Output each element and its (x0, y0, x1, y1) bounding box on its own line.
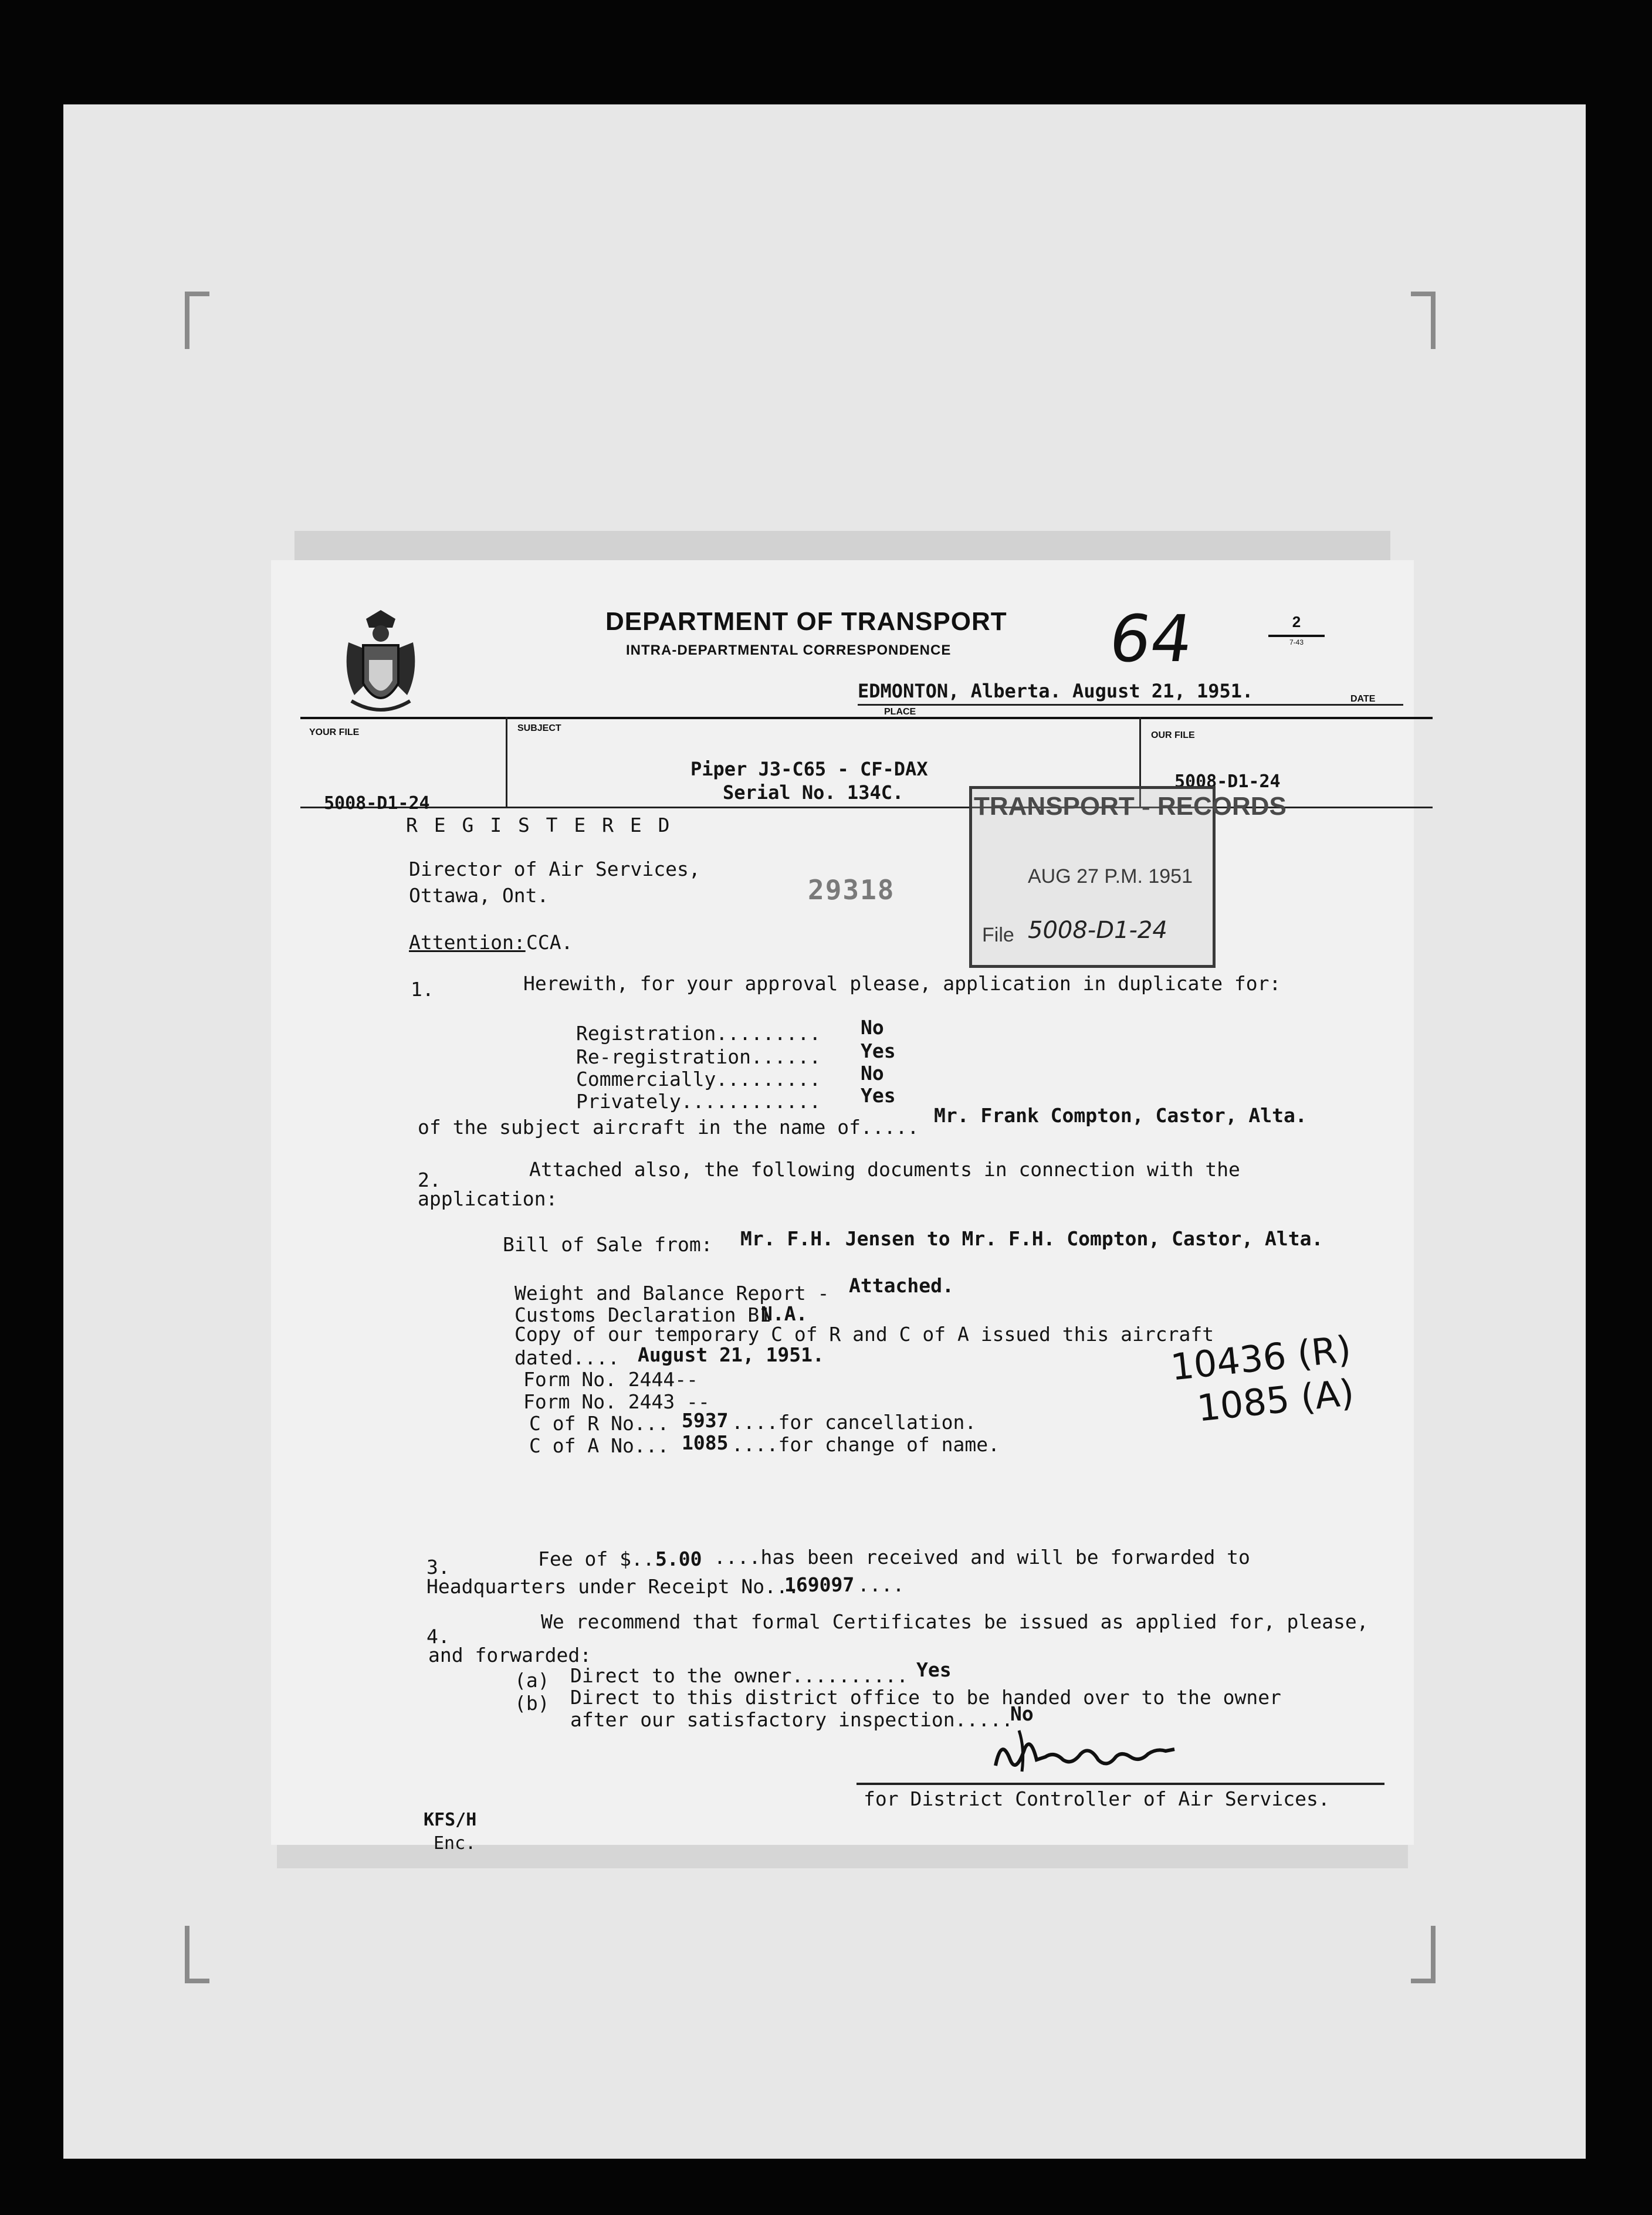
cofr-purpose: ....for cancellation. (732, 1411, 977, 1434)
handwritten-page-number: 64 (1105, 601, 1197, 676)
handwritten-airworthiness-note: 1085 (A) (1195, 1370, 1356, 1430)
department-title: DEPARTMENT OF TRANSPORT (605, 607, 1007, 636)
date-label: DATE (1350, 694, 1376, 704)
signature (990, 1725, 1177, 1777)
option-privately: Privately............ (576, 1090, 821, 1113)
bill-of-sale-label: Bill of Sale from: (503, 1233, 713, 1256)
option-privately-value: Yes (861, 1084, 896, 1107)
fee-text: ....has been received and will be forwarded to (714, 1546, 1250, 1569)
addressee-line-2: Ottawa, Ont. (409, 884, 549, 907)
cofa-number: 1085 (682, 1431, 729, 1454)
our-file-number: 5008-D1-24 (1174, 771, 1281, 792)
subject-serial: Serial No. 134C. (723, 781, 904, 804)
coat-of-arms-icon (337, 607, 425, 719)
attention-value: CCA. (526, 931, 573, 954)
weight-balance-label: Weight and Balance Report - (514, 1282, 830, 1305)
header-grid-top (300, 717, 1433, 719)
paragraph-2-number: 2. (418, 1169, 441, 1191)
stamp-date: AUG 27 P.M. 1951 (1028, 865, 1193, 888)
receipt-label: Headquarters under Receipt No... (426, 1575, 800, 1598)
option-a-label: (a) (514, 1669, 550, 1692)
form-number: 2 (1292, 613, 1301, 631)
registry-number: 29318 (808, 874, 895, 906)
cofr-number: 5937 (682, 1409, 729, 1432)
option-a-text: Direct to the owner.......... (570, 1664, 909, 1687)
option-commercially-value: No (861, 1062, 884, 1085)
paragraph-1-tail: of the subject aircraft in the name of..... (418, 1116, 919, 1139)
addressee-line-1: Director of Air Services, (409, 858, 700, 880)
option-b-value: No (1010, 1702, 1034, 1725)
dated-value: August 21, 1951. (638, 1343, 824, 1366)
bill-of-sale-parties: Mr. F.H. Jensen to Mr. F.H. Compton, Castor, Alta. (740, 1227, 1323, 1250)
form-2444: Form No. 2444-- (523, 1368, 699, 1391)
registered-mark: R E G I S T E R E D (406, 814, 672, 836)
aircraft-owner: Mr. Frank Compton, Castor, Alta. (934, 1104, 1307, 1127)
option-commercially: Commercially......... (576, 1068, 821, 1090)
stamp-file-label: File (982, 924, 1014, 946)
your-file-number: 5008-D1-24 (324, 793, 430, 814)
weight-balance-value: Attached. (849, 1274, 954, 1297)
paragraph-2-text-2: application: (418, 1187, 558, 1210)
crop-mark-bottom-left (185, 1926, 209, 1983)
signature-caption: for District Controller of Air Services. (864, 1787, 1330, 1810)
receipt-dots: .... (858, 1573, 905, 1596)
temporary-certificates-copy: Copy of our temporary C of R and C of A issued this aircraft (514, 1323, 1214, 1346)
place-date-rule (858, 704, 1403, 706)
crop-mark-top-left (185, 292, 209, 349)
customs-declaration-label: Customs Declaration B1 (514, 1303, 771, 1326)
option-registration: Registration......... (576, 1022, 821, 1045)
attention-label: Attention: (409, 931, 526, 954)
option-a-value: Yes (916, 1658, 952, 1681)
dated-label: dated.... (514, 1346, 620, 1369)
signature-rule (857, 1783, 1384, 1785)
subject-aircraft: Piper J3-C65 - CF-DAX (690, 758, 928, 780)
form-2443: Form No. 2443 -- (523, 1390, 710, 1413)
handwritten-registration-note: 10436 (R) (1169, 1327, 1353, 1389)
fee-amount: 5.00 (655, 1547, 702, 1570)
cofr-label: C of R No... (529, 1412, 669, 1435)
option-b-text-2: after our satisfactory inspection..... (570, 1708, 1013, 1731)
our-file-label: OUR FILE (1151, 730, 1195, 740)
paragraph-1-number: 1. (411, 978, 434, 1001)
option-b-label: (b) (514, 1692, 550, 1715)
place-label: PLACE (884, 707, 916, 717)
customs-declaration-value: N.A. (761, 1302, 808, 1325)
stamp-file-number: 5008-D1-24 (1028, 917, 1167, 944)
your-file-label: YOUR FILE (309, 727, 360, 737)
form-code: 7-43 (1289, 638, 1304, 646)
typist-initials: KFS/H (424, 1810, 477, 1830)
fee-label: Fee of $.. (538, 1547, 655, 1570)
crop-mark-bottom-right (1411, 1926, 1436, 1983)
paragraph-2-text: Attached also, the following documents in connection with the (529, 1158, 1240, 1181)
header-grid-divider-1 (506, 717, 507, 808)
cofa-label: C of A No... (529, 1434, 669, 1457)
paragraph-4-text-2: and forwarded: (428, 1644, 592, 1667)
stamp-title: TRANSPORT - RECORDS (974, 792, 1287, 821)
letter-sheet (271, 560, 1414, 1854)
subject-label: SUBJECT (517, 723, 561, 733)
form-number-rule (1268, 635, 1325, 637)
option-reregistration-value: Yes (861, 1039, 896, 1062)
correspondence-subtitle: INTRA-DEPARTMENTAL CORRESPONDENCE (626, 642, 952, 658)
option-reregistration: Re-registration...... (576, 1045, 821, 1068)
crop-mark-top-right (1411, 292, 1436, 349)
paragraph-4-text: We recommend that formal Certificates be issued as applied for, please, (541, 1610, 1369, 1633)
paragraph-4-number: 4. (426, 1625, 450, 1648)
paragraph-3-number: 3. (426, 1556, 450, 1579)
receipt-number: 169097 (784, 1573, 855, 1596)
option-b-text: Direct to this district office to be handed over to the owner (570, 1686, 1281, 1709)
place-date: EDMONTON, Alberta. August 21, 1951. (858, 680, 1254, 702)
enclosure-note: Enc. (434, 1833, 476, 1854)
option-registration-value: No (861, 1016, 884, 1039)
paragraph-1-text: Herewith, for your approval please, application in duplicate for: (523, 972, 1281, 995)
cofa-purpose: ....for change of name. (732, 1433, 1000, 1456)
